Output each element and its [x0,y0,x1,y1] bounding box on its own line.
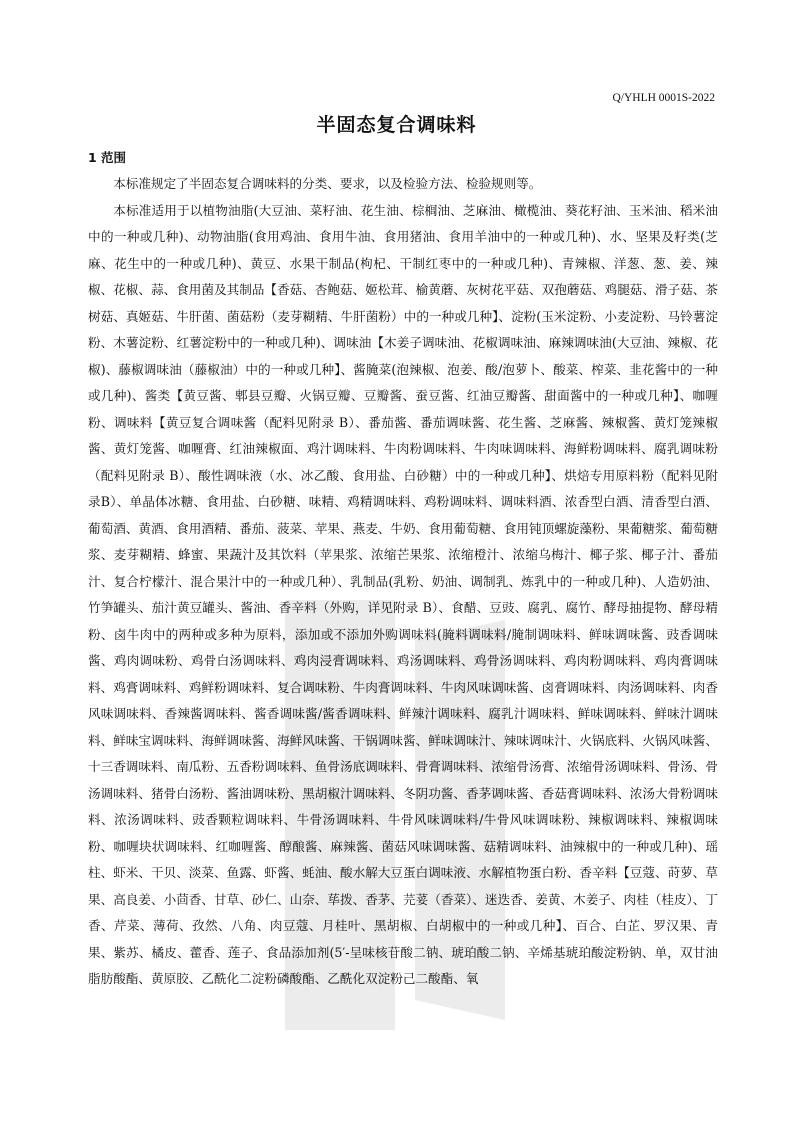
section-heading: 1 范围 [88,150,127,165]
scope-paragraph-2: 本标准适用于以植物油脂(大豆油、菜籽油、花生油、棕榈油、芝麻油、橄榄油、葵花籽油、玉米油、稻米油中的一种或几种)、动物油脂(食用鸡油、食用牛油、食用猪油、食用羊油中的一种或几种)、水、坚果及籽类(芝麻、花生中的一种或几种)、黄豆、水果干制品(枸杞、干制红枣中的一种或几种)、青辣椒、洋葱、葱、姜、辣椒、花椒、蒜、食用菌及其制品【香菇、杏鲍菇、姬松茸、榆黄蘑、灰树花平菇、双孢蘑菇、鸡腿菇、滑子菇、茶树菇、真姬菇、牛肝菌、菌菇粉（麦芽糊精、牛肝菌粉）中的一种或几种】、淀粉(玉米淀粉、小麦淀粉、马铃薯淀粉、木薯淀粉、红薯淀粉中的一种或几种)、调味油【木姜子调味油、花椒调味油、麻辣调味油(大豆油、辣椒、花椒)、藤椒调味油（藤椒油）中的一种或几种】、酱腌菜(泡辣椒、泡姜、酸/泡萝卜、酸菜、榨菜、韭花酱中的一种或几种)、酱类【黄豆酱、郫县豆瓣、火锅豆瓣、豆瓣酱、蚕豆酱、红油豆瓣酱、甜面酱中的一种或几种】、咖喱粉、调味料【黄豆复合调味酱（配料见附录 B）、番茄酱、番茄调味酱、花生酱、芝麻酱、辣椒酱、黄灯笼辣椒酱、黄灯笼酱、咖喱膏、红油辣椒面、鸡汁调味料、牛肉粉调味料、牛肉味调味料、海鲜粉调味料、腐乳调味粉（配料见附录 B）、酸性调味液（水、冰乙酸、食用盐、白砂糖）中的一种或几种】、烘焙专用原料粉（配料见附录B）、单晶体冰糖、食用盐、白砂糖、味精、鸡精调味料、鸡粉调味料、调味料酒、浓香型白酒、清香型白酒、葡萄酒、黄酒、食用酒精、番茄、菠菜、苹果、燕麦、牛奶、食用葡萄糖、食用钝顶螺旋藻粉、果葡糖浆、葡萄糖浆、麦芽糊精、蜂蜜、果蔬汁及其饮料（苹果浆、浓缩芒果浆、浓缩橙汁、浓缩乌梅汁、椰子浆、椰子汁、番茄汁、复合柠檬汁、混合果汁中的一种或几种）、乳制品(乳粉、奶油、调制乳、炼乳中的一种或几种)、人造奶油、竹笋罐头、茄汁黄豆罐头、酱油、香辛料（外购，详见附录 B）、食醋、豆豉、腐乳、腐竹、酵母抽提物、酵母精粉、卤牛肉中的两种或多种为原料，添加或不添加外购调味料(腌料调味料/腌制调味料、鲜味调味酱、豉香调味酱、鸡肉调味粉、鸡骨白汤调味料、鸡肉浸膏调味料、鸡汤调味料、鸡骨汤调味料、鸡肉粉调味料、鸡肉膏调味料、鸡膏调味料、鸡鲜粉调味料、复合调味粉、牛肉膏调味料、牛肉风味调味酱、卤膏调味料、肉汤调味料、肉香风味调味料、香辣酱调味料、酱香调味酱/酱香调味料、鲜辣汁调味料、腐乳汁调味料、鲜味调味料、鲜味汁调味料、鲜味宝调味料、海鲜调味酱、海鲜风味酱、干锅调味酱、鲜味调味汁、辣味调味汁、火锅底料、火锅风味酱、十三香调味料、南瓜粉、五香粉调味料、鱼骨汤底调味料、骨膏调味料、浓缩骨汤膏、浓缩骨汤调味料、骨汤、骨汤调味料、猪骨白汤粉、酱油调味粉、黑胡椒汁调味料、冬阴功酱、香茅调味酱、香菇膏调味料、浓汤大骨粉调味料、浓汤调味料、豉香颗粒调味料、牛骨汤调味料、牛骨风味调味料/牛骨风味调味粉、辣椒调味料、辣椒调味粉、咖喱块状调味料、红咖喱酱、醇酿酱、麻辣酱、菌菇风味调味酱、菇精调味料、油辣椒中的一种或几种)、瑶柱、虾米、干贝、淡菜、鱼露、虾酱、蚝油、酸水解大豆蛋白调味液、水解植物蛋白粉、香辛料【豆蔻、莳萝、草果、高良姜、小茴香、甘草、砂仁、山奈、荜拨、香茅、芫荽（香菜）、迷迭香、姜黄、木姜子、肉桂（桂皮）、丁香、芹菜、薄荷、孜然、八角、肉豆蔻、月桂叶、黑胡椒、白胡椒中的一种或几种】、百合、白芷、罗汉果、青果、紫苏、橘皮、藿香、莲子、食品添加剂(5′-呈味核苷酸二钠、琥珀酸二钠、辛烯基琥珀酸淀粉钠、单，双甘油脂肪酸酯、黄原胶、乙酰化二淀粉磷酸酯、乙酰化双淀粉己二酸酯、氧 [88,202,718,986]
document-body [88,171,718,993]
scope-paragraph-1: 本标准规定了半固态复合调味料的分类、要求，以及检验方法、检验规则等。 [113,176,542,191]
document-code: Q/YHLH 0001S-2022 [612,92,715,104]
document-title: 半固态复合调味料 [316,114,477,136]
